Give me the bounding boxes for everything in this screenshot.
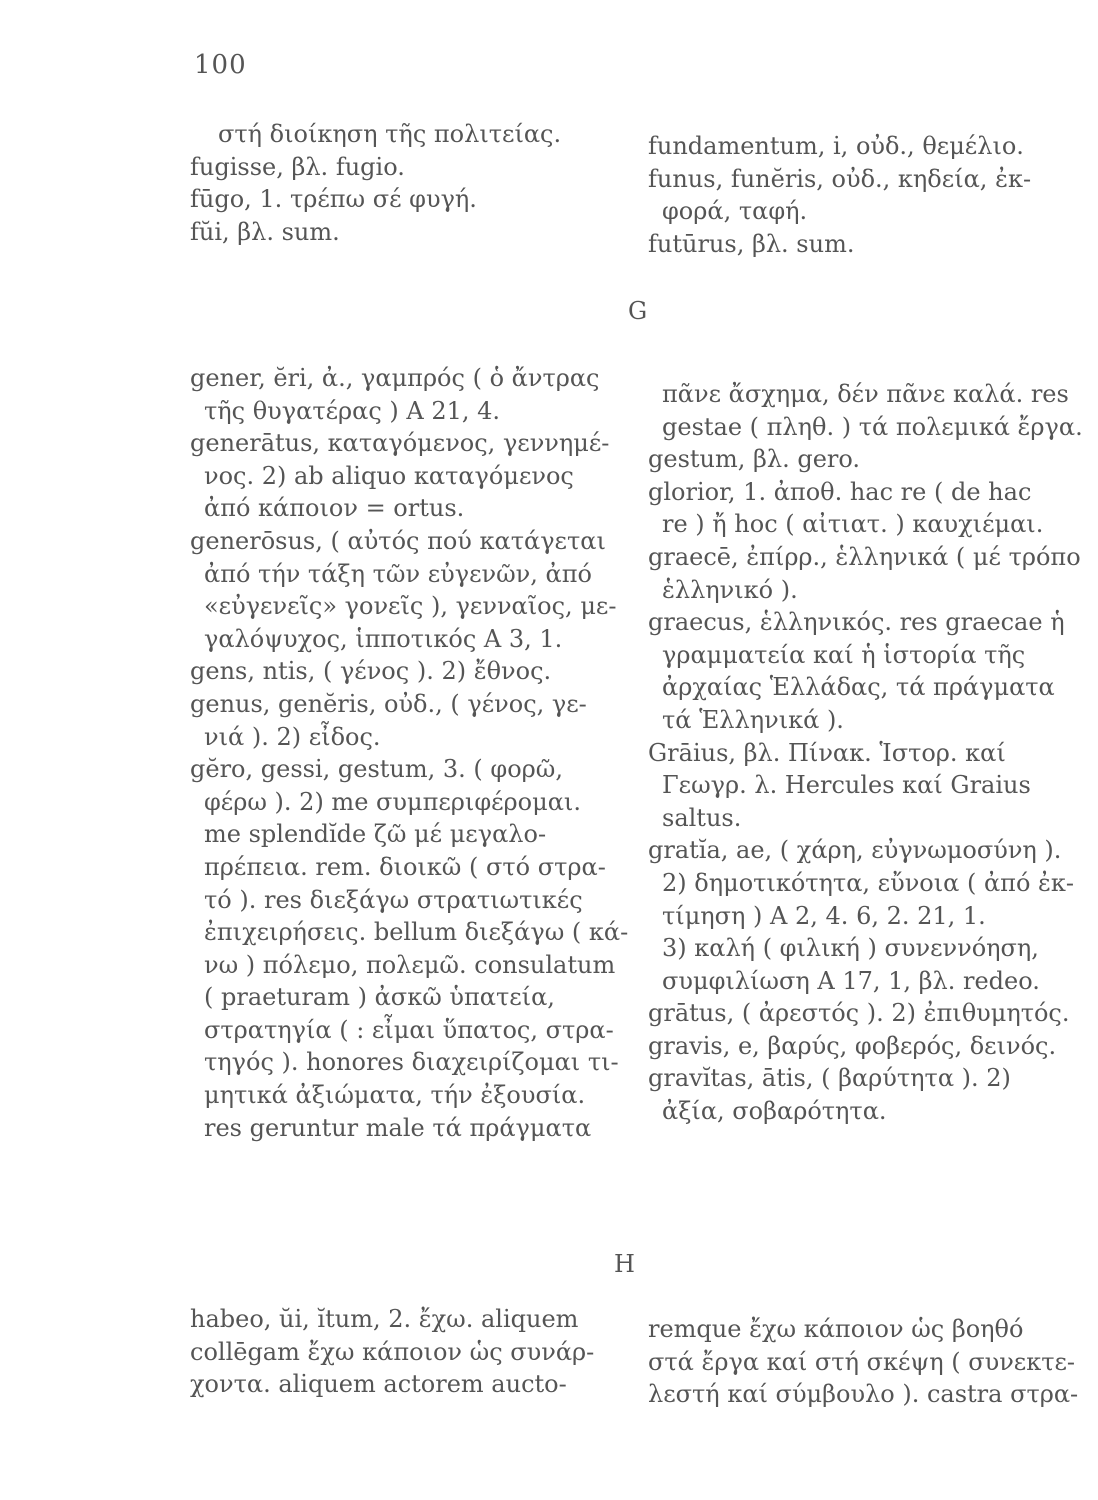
text-line: gestae ( πληθ. ) τά πολεμικά ἔργα. — [662, 412, 1083, 441]
text-line: χοντα. aliquem actorem aucto- — [190, 1370, 567, 1399]
text-line: ( praeturam ) ἀσκῶ ὑπατεία, — [204, 983, 555, 1012]
text-line: πᾶνε ἄσχημα, δέν πᾶνε καλά. res — [662, 380, 1069, 408]
text-line: gener, ĕri, ἀ., γαμπρός ( ὁ ἄντρας — [190, 364, 600, 392]
text-line: τά Ἑλληνικά ). — [662, 705, 844, 734]
text-line: ἀπό κάποιον = ortus. — [204, 494, 465, 523]
text-line: τηγός ). honores διαχειρίζομαι τι- — [204, 1048, 619, 1077]
text-line: πρέπεια. rem. διοικῶ ( στό στρα- — [204, 852, 606, 881]
text-line: τίμηση ) A 2, 4. 6, 2. 21, 1. — [662, 901, 986, 930]
text-line: gĕro, gessi, gestum, 3. ( φορῶ, — [190, 755, 563, 784]
text-line: fŭi, βλ. sum. — [190, 217, 340, 246]
text-line: collēgam ἔχω κάποιον ὡς συνάρ- — [190, 1337, 595, 1366]
text-line: fundamentum, i, οὐδ., θεμέλιο. — [648, 132, 1024, 160]
text-line: Γεωγρ. λ. Hercules καί Graius — [662, 771, 1031, 800]
text-line: graecē, ἐπίρρ., ἑλληνικά ( μέ τρόπο — [648, 542, 1081, 571]
column-g-right — [648, 378, 1083, 1128]
text-line: remque ἔχω κάποιον ὡς βοηθό — [648, 1315, 1024, 1343]
text-line: fugisse, βλ. fugio. — [190, 152, 405, 181]
text-line: νω ) πόλεμο, πολεμῶ. consulatum — [204, 950, 616, 979]
text-line: στρατηγία ( : εἶμαι ὕπατος, στρα- — [204, 1015, 614, 1044]
text-line: Grāius, βλ. Πίνακ. Ἱστορ. καί — [648, 738, 1006, 767]
column-h-right — [648, 1313, 1078, 1411]
text-line: glorior, 1. ἀποθ. hac re ( de hac — [648, 477, 1032, 506]
text-line: gravis, e, βαρύς, φοβερός, δεινός. — [648, 1031, 1057, 1060]
text-line: gravĭtas, ātis, ( βαρύτητα ). 2) — [648, 1064, 1011, 1093]
text-line: futūrus, βλ. sum. — [648, 229, 855, 258]
text-line: ἀρχαίας Ἑλλάδας, τά πράγματα — [662, 673, 1055, 702]
text-line: gratĭa, ae, ( χάρη, εὐγνωμοσύνη ). — [648, 836, 1062, 865]
text-line: ἐπιχειρήσεις. bellum διεξάγω ( κά- — [204, 918, 629, 947]
text-line: funus, funĕris, οὐδ., κηδεία, ἐκ- — [648, 164, 1032, 193]
text-line: res geruntur male τά πράγματα — [204, 1113, 592, 1142]
text-line: νιά ). 2) εἶδος. — [204, 722, 381, 751]
section-letter-h: H — [614, 1250, 635, 1278]
text-line: graecus, ἑλληνικός. res graecae ἡ — [648, 608, 1065, 637]
text-line: generātus, καταγόμενος, γεννημέ- — [190, 429, 610, 458]
text-line: συμφιλίωση A 17, 1, βλ. redeo. — [662, 966, 1040, 995]
column-top-left — [190, 118, 561, 248]
text-line: μητικά ἀξιώματα, τήν ἐξουσία. — [204, 1081, 586, 1110]
text-line: γραμματεία καί ἡ ἱστορία τῆς — [662, 640, 1026, 669]
column-g-left — [190, 362, 628, 1144]
text-line: gens, ntis, ( γένος ). 2) ἔθνος. — [190, 657, 552, 686]
text-line: 3) καλή ( φιλική ) συνεννόηση, — [662, 934, 1039, 963]
column-h-left — [190, 1303, 594, 1401]
text-line: γαλόψυχος, ἱπποτικός A 3, 1. — [204, 624, 563, 653]
text-line: saltus. — [662, 803, 742, 832]
text-line: ἀπό τήν τάξη τῶν εὐγενῶν, ἀπό — [204, 559, 592, 588]
text-line: re ) ἤ hoc ( αἰτιατ. ) καυχιέμαι. — [662, 510, 1044, 539]
text-line: ἀξία, σοβαρότητα. — [662, 1097, 887, 1126]
section-letter-g: G — [628, 297, 648, 325]
text-line: grātus, ( ἀρεστός ). 2) ἐπιθυμητός. — [648, 999, 1070, 1028]
text-line: fūgo, 1. τρέπω σέ φυγή. — [190, 185, 477, 214]
text-line: νος. 2) ab aliquo καταγόμενος — [204, 461, 574, 490]
text-line: τῆς θυγατέρας ) A 21, 4. — [204, 396, 501, 425]
text-line: τό ). res διεξάγω στρατιωτικές — [204, 885, 583, 914]
text-line: φέρω ). 2) me συμπεριφέρομαι. — [204, 787, 581, 816]
text-line: 2) δημοτικότητα, εὔνοια ( ἀπό ἐκ- — [662, 868, 1075, 897]
text-line: habeo, ŭi, ĭtum, 2. ἔχω. aliquem — [190, 1305, 579, 1333]
text-line: me splendĭde ζῶ μέ μεγαλο- — [204, 820, 547, 849]
text-line: στά ἔργα καί στή σκέψη ( συνεκτε- — [648, 1347, 1076, 1376]
text-line: στή διοίκηση τῆς πολιτείας. — [218, 120, 562, 148]
page-number: 100 — [194, 50, 247, 80]
text-line: gestum, βλ. gero. — [648, 445, 861, 474]
text-line: generōsus, ( αὐτός πού κατάγεται — [190, 526, 606, 555]
text-line: genus, genĕris, οὐδ., ( γένος, γε- — [190, 689, 587, 718]
text-line: «εὐγενεῖς» γονεῖς ), γενναῖος, με- — [204, 592, 617, 621]
text-line: λεστή καί σύμβουλο ). castra στρα- — [648, 1380, 1079, 1409]
column-top-right — [648, 130, 1031, 260]
text-line: φορά, ταφή. — [662, 197, 808, 226]
text-line: ἑλληνικό ). — [662, 575, 798, 604]
